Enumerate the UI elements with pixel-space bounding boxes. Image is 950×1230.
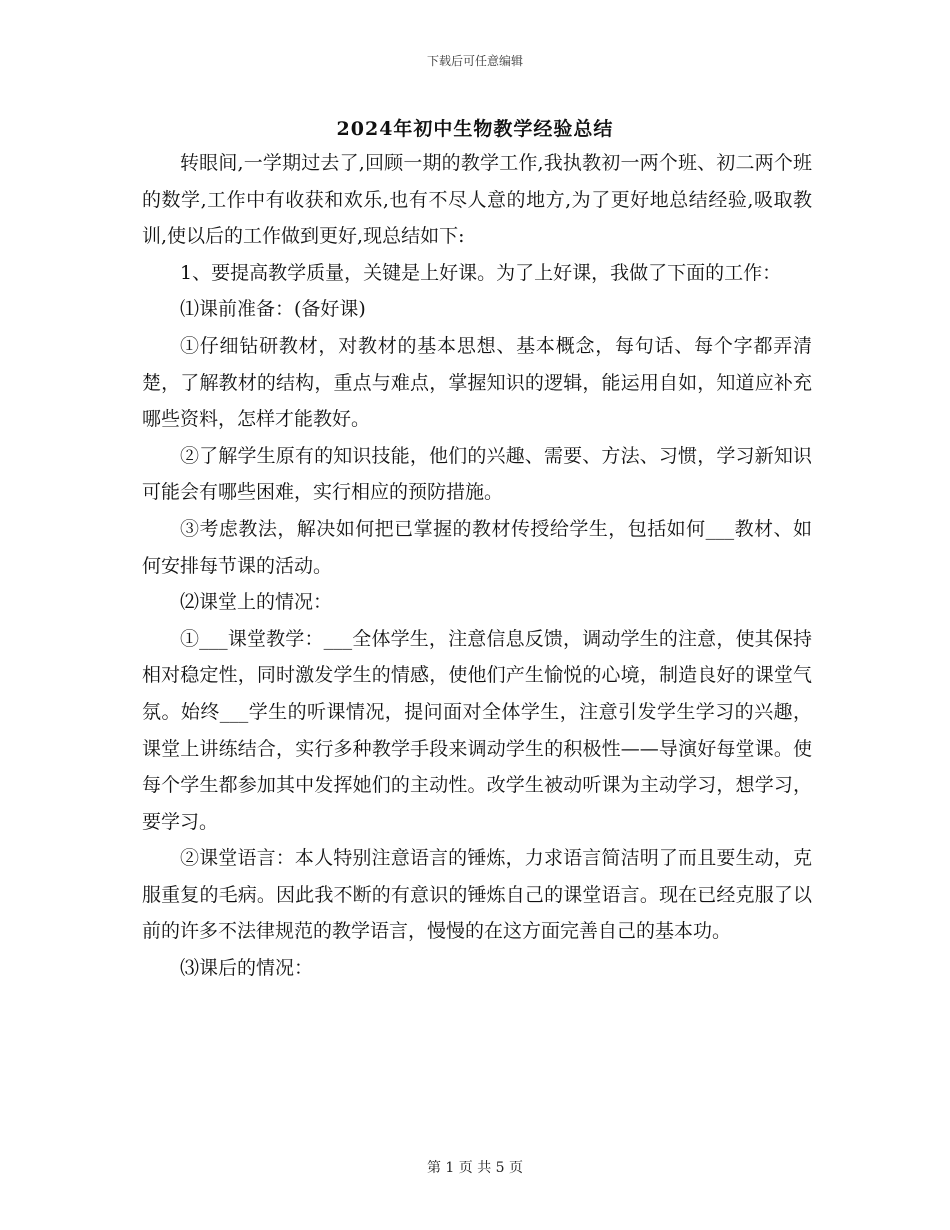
paragraph: ⑶课后的情况： [180, 957, 314, 980]
header-note: 下载后可任意编辑 [426, 54, 523, 68]
document-title: 2024年初中生物教学经验总结 [336, 118, 614, 140]
paragraph: 转眼间,一学期过去了,回顾一期的教学工作,我执教初一两个班、初二两个班的数学,工作中有收获和欢乐,也有不尽人意的地方,为了更好地总结经验,吸取教训,使以后的工作做到更好,现总结如下: [142, 152, 812, 248]
document-body [142, 145, 812, 987]
paragraph: ①仔细钻研教材，对教材的基本思想、基本概念，每句话、每个字都弄清楚，了解教材的结构，重点与难点，掌握知识的逻辑，能运用自如，知道应补充哪些资料，怎样才能教好。 [142, 334, 812, 431]
paragraph: ⑴课前准备：(备好课) [180, 298, 366, 321]
paragraph: 1、要提高教学质量，关键是上好课。为了上好课，我做了下面的工作： [180, 261, 782, 284]
paragraph: ③考虑教法，解决如何把已掌握的教材传授给学生，包括如何___教材、如何安排每节课的活动。 [142, 517, 812, 577]
paragraph: ②了解学生原有的知识技能，他们的兴趣、需要、方法、习惯，学习新知识可能会有哪些困难，实行相应的预防措施。 [142, 444, 812, 504]
paragraph: ①___课堂教学：___全体学生，注意信息反馈，调动学生的注意，使其保持相对稳定性，同时激发学生的情感，使他们产生愉悦的心境，制造良好的课堂气氛。始终___学生的听课情况，提问面对全体学生，注意引发学生学习的兴趣，课堂上讲练结合，实行多种教学手段来调动学生的积极性——导演好每堂课。使每个学生都参加其中发挥她们的主动性。改学生被动听课为主动学习，想学习，要学习。 [142, 627, 812, 833]
paragraph: ⑵课堂上的情况： [180, 591, 333, 614]
page-number: 第 1 页 共 5 页 [426, 1160, 524, 1176]
paragraph: ②课堂语言：本人特别注意语言的锤炼，力求语言简洁明了而且要生动，克服重复的毛病。因此我不断的有意识的锤炼自己的课堂语言。现在已经克服了以前的许多不法律规范的教学语言，慢慢的在这方面完善自己的基本功。 [142, 847, 812, 943]
